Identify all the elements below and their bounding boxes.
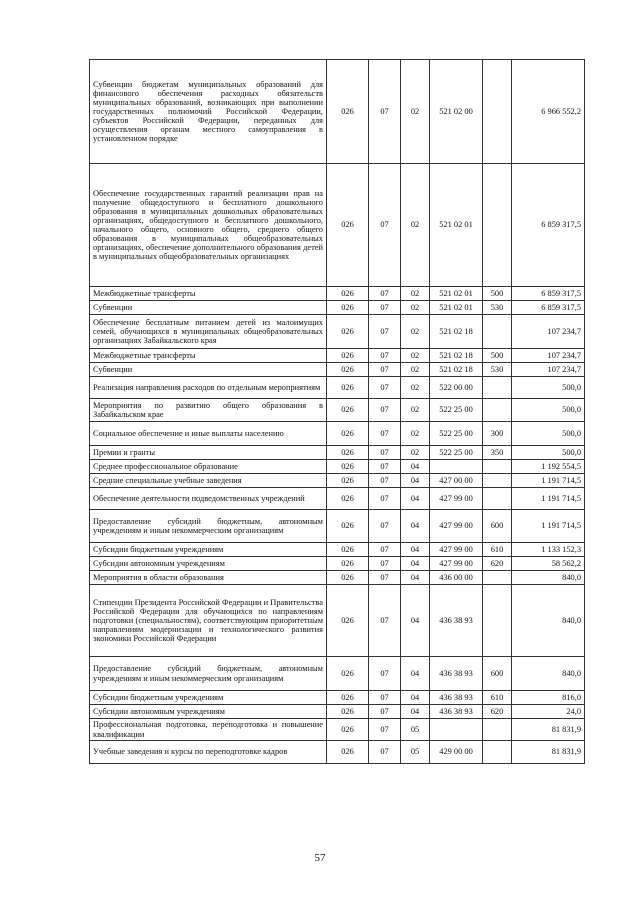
row-subsection-code: 02 [401,422,430,446]
table-row [90,557,585,571]
row-target-code: 522 25 00 [430,422,483,446]
row-ministry-code: 026 [327,60,369,164]
row-target-code: 427 00 00 [430,474,483,488]
row-amount: 107 234,7 [512,315,585,349]
row-target-code: 427 99 00 [430,488,483,510]
row-target-code: 522 00 00 [430,377,483,399]
row-subsection-code: 05 [401,719,430,741]
row-name: Субсидии бюджетным учреждениям [90,691,327,705]
table-row [90,446,585,460]
row-ministry-code: 026 [327,377,369,399]
row-amount: 500,0 [512,422,585,446]
row-target-code: 436 38 93 [430,657,483,691]
row-target-code: 521 02 18 [430,349,483,363]
row-expense-type-code [483,60,512,164]
row-target-code: 429 00 00 [430,741,483,764]
budget-table-body [90,60,585,764]
row-target-code: 522 25 00 [430,446,483,460]
row-expense-type-code [483,315,512,349]
row-amount: 1 191 714,5 [512,474,585,488]
row-amount: 24,0 [512,705,585,719]
table-row [90,474,585,488]
row-amount: 107 234,7 [512,363,585,377]
row-name: Субвенции бюджетам муниципальных образований для финансового обеспечения расходных обязательств муниципальных образований, возникающих при выполнении государственных полномочий Российской Федерации, субъектов Российской Федерации, переданных для осуществления органам местного самоуправления в установленном порядке [90,60,327,164]
row-name: Межбюджетные трансферты [90,349,327,363]
row-section-code: 07 [369,349,401,363]
row-target-code: 427 99 00 [430,543,483,557]
table-row [90,543,585,557]
row-subsection-code: 04 [401,543,430,557]
table-row [90,510,585,543]
row-target-code: 436 38 93 [430,585,483,657]
row-expense-type-code: 620 [483,557,512,571]
table-row [90,399,585,422]
row-target-code: 521 02 01 [430,287,483,301]
row-target-code: 521 02 01 [430,301,483,315]
row-ministry-code: 026 [327,301,369,315]
row-name: Средние специальные учебные заведения [90,474,327,488]
row-target-code: 427 99 00 [430,510,483,543]
table-row [90,488,585,510]
row-amount: 840,0 [512,585,585,657]
row-section-code: 07 [369,164,401,287]
row-section-code: 07 [369,363,401,377]
row-subsection-code: 04 [401,571,430,585]
table-row [90,741,585,764]
row-target-code: 522 25 00 [430,399,483,422]
row-section-code: 07 [369,585,401,657]
row-ministry-code: 026 [327,315,369,349]
row-ministry-code: 026 [327,349,369,363]
row-amount: 6 966 552,2 [512,60,585,164]
row-section-code: 07 [369,705,401,719]
row-subsection-code: 04 [401,488,430,510]
row-name: Реализация направления расходов по отдельным мероприятиям [90,377,327,399]
row-section-code: 07 [369,60,401,164]
row-subsection-code: 04 [401,460,430,474]
row-target-code: 521 02 18 [430,315,483,349]
row-subsection-code: 02 [401,301,430,315]
row-subsection-code: 04 [401,691,430,705]
row-name: Премии и гранты [90,446,327,460]
row-section-code: 07 [369,377,401,399]
row-section-code: 07 [369,446,401,460]
row-section-code: 07 [369,571,401,585]
row-ministry-code: 026 [327,741,369,764]
row-ministry-code: 026 [327,474,369,488]
row-subsection-code: 04 [401,510,430,543]
row-ministry-code: 026 [327,691,369,705]
row-expense-type-code: 600 [483,510,512,543]
row-name: Субвенции [90,301,327,315]
row-section-code: 07 [369,719,401,741]
row-subsection-code: 02 [401,446,430,460]
row-subsection-code: 02 [401,164,430,287]
row-amount: 1 192 554,5 [512,460,585,474]
table-row [90,657,585,691]
row-amount: 840,0 [512,657,585,691]
table-row [90,349,585,363]
row-ministry-code: 026 [327,164,369,287]
row-amount: 1 191 714,5 [512,488,585,510]
table-row [90,377,585,399]
row-name: Обеспечение государственных гарантий реализации прав на получение общедоступного и бесплатного дошкольного образования в муниципальных дошкольных образовательных организациях, общедоступного и бесплатного дошкольного, начального общего, основного общего, среднего общего образования в муниципальных общеобразовательных организациях, обеспечение дополнительного образования детей в муниципальных общеобразовательных организациях [90,164,327,287]
row-ministry-code: 026 [327,719,369,741]
row-ministry-code: 026 [327,543,369,557]
row-ministry-code: 026 [327,705,369,719]
row-section-code: 07 [369,422,401,446]
row-subsection-code: 05 [401,741,430,764]
row-expense-type-code [483,585,512,657]
row-amount: 107 234,7 [512,349,585,363]
row-name: Обеспечение бесплатным питанием детей из малоимущих семей, обучающихся в муниципальных общеобразовательных организациях Забайкальского края [90,315,327,349]
row-subsection-code: 02 [401,349,430,363]
row-target-code: 521 02 01 [430,164,483,287]
row-name: Профессиональная подготовка, переподготовка и повышение квалификации [90,719,327,741]
row-subsection-code: 02 [401,399,430,422]
row-amount: 816,0 [512,691,585,705]
row-expense-type-code [483,399,512,422]
table-row [90,691,585,705]
row-name: Учебные заведения и курсы по переподготовке кадров [90,741,327,764]
table-row [90,571,585,585]
row-ministry-code: 026 [327,446,369,460]
row-section-code: 07 [369,557,401,571]
row-expense-type-code: 500 [483,287,512,301]
row-ministry-code: 026 [327,488,369,510]
row-name: Стипендии Президента Российской Федерации и Правительства Российской Федерации для обучающихся по направлениям подготовки (специальностям), соответствующим приоритетным направлениям модернизации и технологического развития экономики Российской Федерации [90,585,327,657]
row-expense-type-code [483,460,512,474]
row-expense-type-code [483,488,512,510]
row-subsection-code: 04 [401,585,430,657]
row-ministry-code: 026 [327,422,369,446]
row-subsection-code: 02 [401,363,430,377]
row-expense-type-code [483,741,512,764]
row-target-code: 521 02 00 [430,60,483,164]
row-section-code: 07 [369,510,401,543]
row-name: Субсидии автономным учреждениям [90,705,327,719]
row-ministry-code: 026 [327,287,369,301]
row-target-code: 436 38 93 [430,705,483,719]
row-name: Мероприятия в области образования [90,571,327,585]
row-subsection-code: 04 [401,474,430,488]
row-subsection-code: 04 [401,705,430,719]
table-row [90,460,585,474]
row-name: Предоставление субсидий бюджетным, автономным учреждениям и иным некоммерческим организациям [90,657,327,691]
row-section-code: 07 [369,287,401,301]
budget-table [89,59,585,764]
row-ministry-code: 026 [327,657,369,691]
row-expense-type-code [483,571,512,585]
row-expense-type-code: 300 [483,422,512,446]
row-name: Субсидии бюджетным учреждениям [90,543,327,557]
row-name: Субвенции [90,363,327,377]
row-section-code: 07 [369,301,401,315]
table-row [90,705,585,719]
row-target-code: 521 02 18 [430,363,483,377]
row-subsection-code: 02 [401,315,430,349]
row-subsection-code: 02 [401,377,430,399]
row-expense-type-code: 530 [483,301,512,315]
row-name: Социальное обеспечение и иные выплаты населению [90,422,327,446]
row-section-code: 07 [369,543,401,557]
row-amount: 81 831,9 [512,741,585,764]
row-ministry-code: 026 [327,399,369,422]
row-ministry-code: 026 [327,510,369,543]
table-row [90,363,585,377]
row-expense-type-code: 500 [483,349,512,363]
row-amount: 6 859 317,5 [512,164,585,287]
row-name: Среднее профессиональное образование [90,460,327,474]
row-section-code: 07 [369,315,401,349]
row-subsection-code: 02 [401,287,430,301]
row-target-code: 427 99 00 [430,557,483,571]
row-name: Предоставление субсидий бюджетным, автономным учреждениям и иным некоммерческим организациям [90,510,327,543]
row-expense-type-code [483,474,512,488]
row-expense-type-code: 620 [483,705,512,719]
row-amount: 1 191 714,5 [512,510,585,543]
row-name: Мероприятия по развитию общего образования в Забайкальском крае [90,399,327,422]
row-expense-type-code [483,719,512,741]
row-expense-type-code [483,164,512,287]
row-expense-type-code: 610 [483,543,512,557]
row-subsection-code: 04 [401,557,430,571]
row-section-code: 07 [369,474,401,488]
row-ministry-code: 026 [327,571,369,585]
row-ministry-code: 026 [327,363,369,377]
row-target-code: 436 38 93 [430,691,483,705]
table-row [90,719,585,741]
row-section-code: 07 [369,657,401,691]
row-target-code [430,460,483,474]
row-name: Межбюджетные трансферты [90,287,327,301]
row-amount: 6 859 317,5 [512,301,585,315]
row-subsection-code: 02 [401,60,430,164]
row-section-code: 07 [369,488,401,510]
row-expense-type-code: 350 [483,446,512,460]
row-target-code: 436 00 00 [430,571,483,585]
row-name: Субсидии автономным учреждениям [90,557,327,571]
table-row [90,585,585,657]
row-amount: 58 562,2 [512,557,585,571]
row-section-code: 07 [369,691,401,705]
row-section-code: 07 [369,460,401,474]
table-row [90,60,585,164]
table-row [90,422,585,446]
row-amount: 81 831,9 [512,719,585,741]
row-section-code: 07 [369,399,401,422]
row-ministry-code: 026 [327,585,369,657]
table-row [90,164,585,287]
row-expense-type-code: 610 [483,691,512,705]
row-amount: 6 859 317,5 [512,287,585,301]
row-ministry-code: 026 [327,460,369,474]
table-row [90,301,585,315]
row-amount: 840,0 [512,571,585,585]
row-amount: 1 133 152,3 [512,543,585,557]
row-expense-type-code: 530 [483,363,512,377]
table-row [90,315,585,349]
page-number: 57 [314,852,326,864]
row-expense-type-code [483,377,512,399]
row-subsection-code: 04 [401,657,430,691]
row-ministry-code: 026 [327,557,369,571]
row-expense-type-code: 600 [483,657,512,691]
row-target-code [430,719,483,741]
row-amount: 500,0 [512,446,585,460]
row-section-code: 07 [369,741,401,764]
table-row [90,287,585,301]
row-amount: 500,0 [512,377,585,399]
row-name: Обеспечение деятельности подведомственных учреждений [90,488,327,510]
row-amount: 500,0 [512,399,585,422]
